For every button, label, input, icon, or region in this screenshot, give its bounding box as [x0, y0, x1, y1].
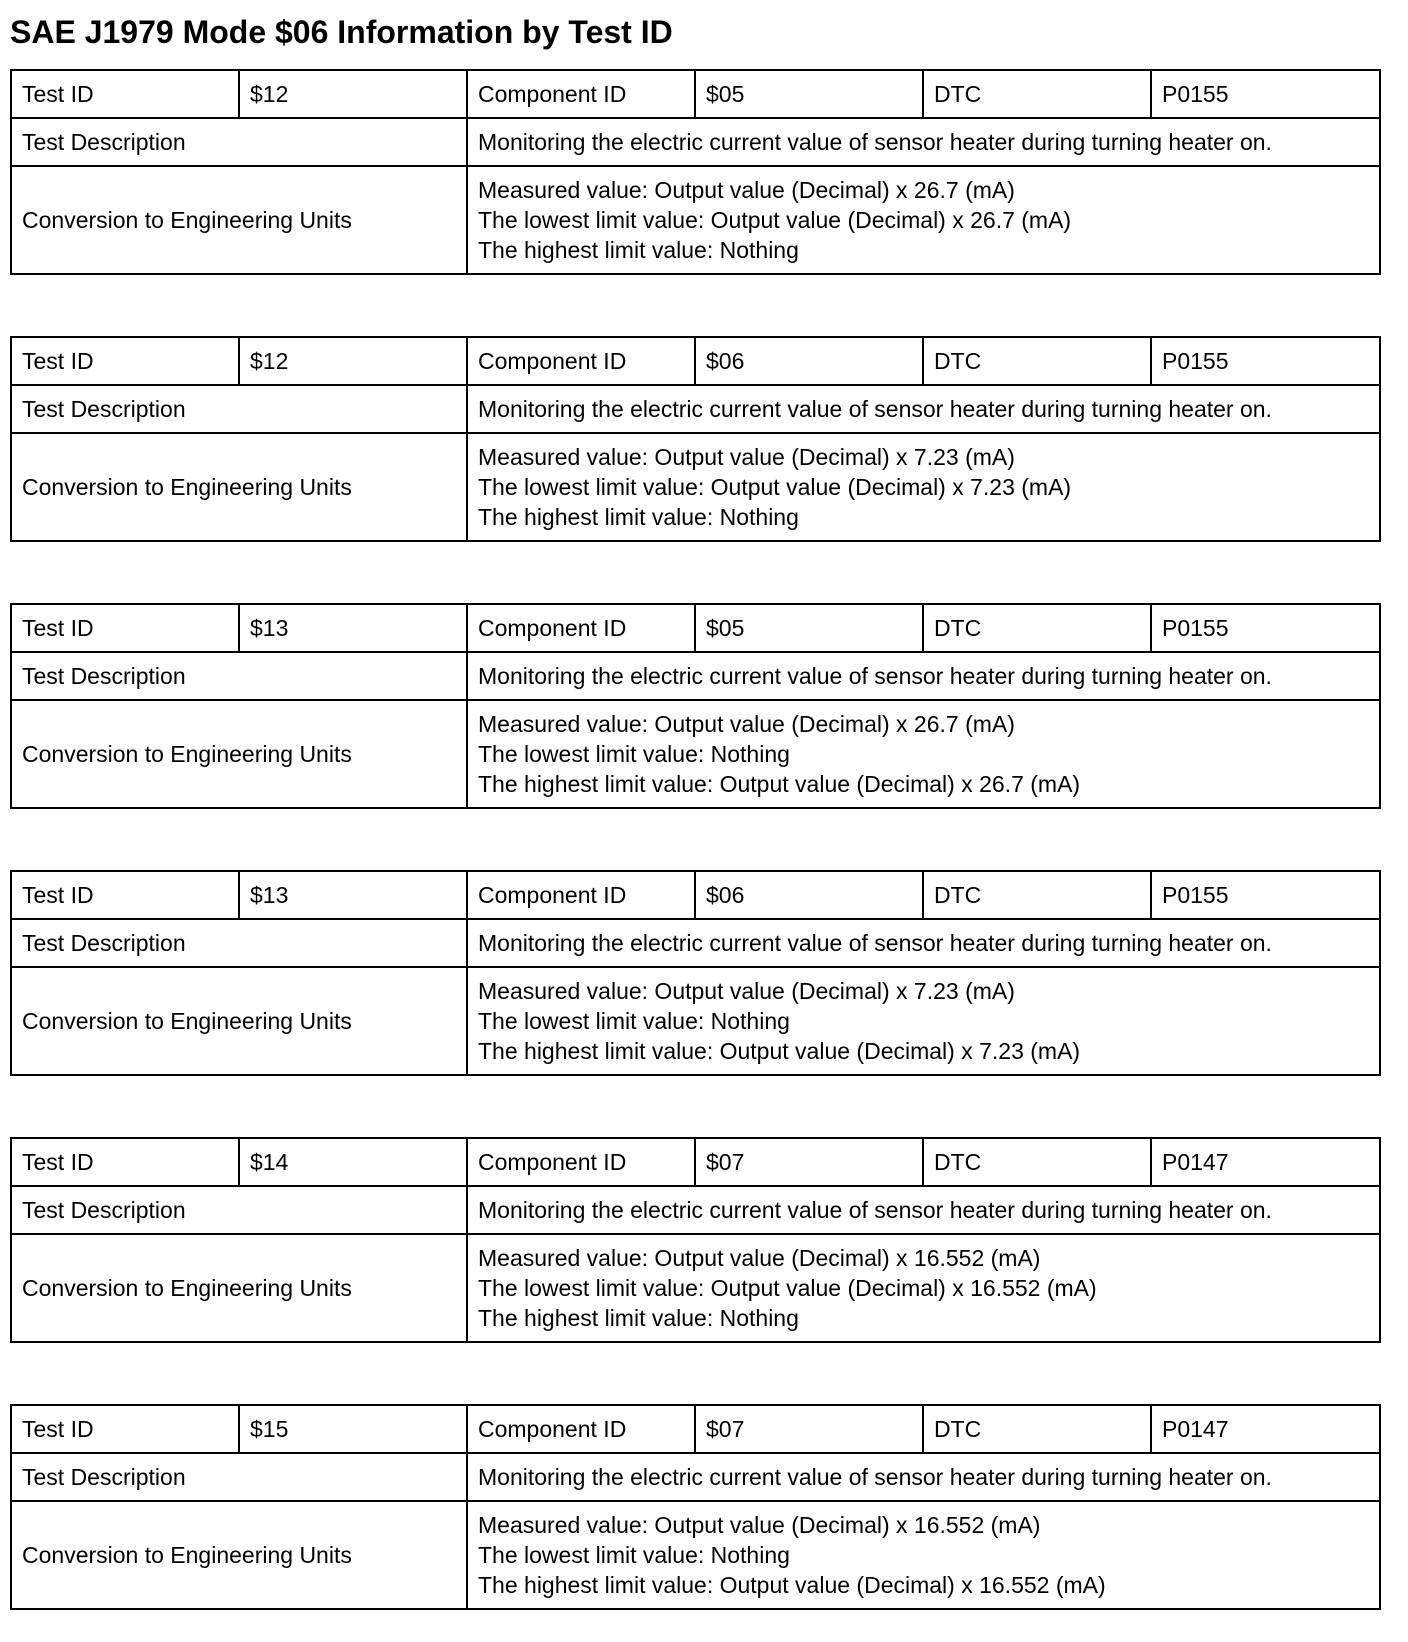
test-description-value: Monitoring the electric current value of sensor heater during turning heater on. [467, 1186, 1380, 1234]
dtc-label: DTC [923, 70, 1151, 118]
highest-limit-line: The highest limit value: Output value (Decimal) x 16.552 (mA) [478, 1572, 1106, 1598]
conversion-label: Conversion to Engineering Units [11, 1501, 467, 1609]
dtc-label: DTC [923, 1138, 1151, 1186]
dtc-label: DTC [923, 1405, 1151, 1453]
test-description-value: Monitoring the electric current value of sensor heater during turning heater on. [467, 385, 1380, 433]
component-id-value: $06 [695, 871, 923, 919]
lowest-limit-line: The lowest limit value: Output value (Decimal) x 16.552 (mA) [478, 1275, 1097, 1301]
highest-limit-line: The highest limit value: Output value (Decimal) x 7.23 (mA) [478, 1038, 1081, 1064]
page-title: SAE J1979 Mode $06 Information by Test ID [10, 14, 673, 50]
test-description-value: Monitoring the electric current value of sensor heater during turning heater on. [467, 652, 1380, 700]
highest-limit-line: The highest limit value: Nothing [478, 237, 799, 263]
test-id-value: $13 [239, 604, 467, 652]
test-description-value: Monitoring the electric current value of sensor heater during turning heater on. [467, 1453, 1380, 1501]
conversion-value [467, 700, 1380, 808]
conversion-label: Conversion to Engineering Units [11, 166, 467, 274]
component-id-value: $05 [695, 70, 923, 118]
measured-value-line: Measured value: Output value (Decimal) x 7.23 (mA) [478, 444, 1015, 470]
conversion-value [467, 1234, 1380, 1342]
test-id-value: $13 [239, 871, 467, 919]
component-id-label: Component ID [467, 70, 695, 118]
lowest-limit-line: The lowest limit value: Output value (Decimal) x 26.7 (mA) [478, 207, 1072, 233]
dtc-value: P0155 [1151, 70, 1380, 118]
measured-value-line: Measured value: Output value (Decimal) x 26.7 (mA) [478, 177, 1015, 203]
highest-limit-line: The highest limit value: Nothing [478, 504, 799, 530]
component-id-label: Component ID [467, 1138, 695, 1186]
component-id-label: Component ID [467, 1405, 695, 1453]
test-block [10, 870, 1381, 1076]
lowest-limit-line: The lowest limit value: Nothing [478, 1008, 790, 1034]
highest-limit-line: The highest limit value: Nothing [478, 1305, 799, 1331]
dtc-label: DTC [923, 337, 1151, 385]
component-id-label: Component ID [467, 871, 695, 919]
test-id-label: Test ID [11, 70, 239, 118]
conversion-value [467, 967, 1380, 1075]
dtc-label: DTC [923, 604, 1151, 652]
measured-value-line: Measured value: Output value (Decimal) x 26.7 (mA) [478, 711, 1015, 737]
conversion-label: Conversion to Engineering Units [11, 967, 467, 1075]
dtc-value: P0155 [1151, 337, 1380, 385]
test-block [10, 336, 1381, 542]
test-id-value: $12 [239, 70, 467, 118]
conversion-label: Conversion to Engineering Units [11, 433, 467, 541]
test-description-label: Test Description [11, 919, 467, 967]
test-description-label: Test Description [11, 118, 467, 166]
component-id-value: $07 [695, 1138, 923, 1186]
conversion-label: Conversion to Engineering Units [11, 1234, 467, 1342]
highest-limit-line: The highest limit value: Output value (Decimal) x 26.7 (mA) [478, 771, 1081, 797]
dtc-label: DTC [923, 871, 1151, 919]
test-id-label: Test ID [11, 337, 239, 385]
dtc-value: P0155 [1151, 871, 1380, 919]
component-id-value: $05 [695, 604, 923, 652]
component-id-label: Component ID [467, 604, 695, 652]
component-id-value: $07 [695, 1405, 923, 1453]
test-description-label: Test Description [11, 1453, 467, 1501]
conversion-label: Conversion to Engineering Units [11, 700, 467, 808]
lowest-limit-line: The lowest limit value: Nothing [478, 1542, 790, 1568]
test-id-value: $15 [239, 1405, 467, 1453]
test-id-label: Test ID [11, 871, 239, 919]
conversion-value [467, 1501, 1380, 1609]
component-id-value: $06 [695, 337, 923, 385]
measured-value-line: Measured value: Output value (Decimal) x 16.552 (mA) [478, 1512, 1041, 1538]
test-id-value: $14 [239, 1138, 467, 1186]
test-id-label: Test ID [11, 1138, 239, 1186]
test-description-value: Monitoring the electric current value of sensor heater during turning heater on. [467, 919, 1380, 967]
test-id-label: Test ID [11, 1405, 239, 1453]
dtc-value: P0147 [1151, 1138, 1380, 1186]
test-description-label: Test Description [11, 1186, 467, 1234]
dtc-value: P0155 [1151, 604, 1380, 652]
conversion-value [467, 433, 1380, 541]
measured-value-line: Measured value: Output value (Decimal) x 16.552 (mA) [478, 1245, 1041, 1271]
test-description-label: Test Description [11, 385, 467, 433]
measured-value-line: Measured value: Output value (Decimal) x 7.23 (mA) [478, 978, 1015, 1004]
component-id-label: Component ID [467, 337, 695, 385]
lowest-limit-line: The lowest limit value: Nothing [478, 741, 790, 767]
test-block [10, 603, 1381, 809]
lowest-limit-line: The lowest limit value: Output value (Decimal) x 7.23 (mA) [478, 474, 1072, 500]
test-block [10, 1137, 1381, 1343]
test-block [10, 69, 1381, 275]
test-description-label: Test Description [11, 652, 467, 700]
test-block [10, 1404, 1381, 1610]
test-description-value: Monitoring the electric current value of sensor heater during turning heater on. [467, 118, 1380, 166]
test-id-value: $12 [239, 337, 467, 385]
test-id-label: Test ID [11, 604, 239, 652]
conversion-value [467, 166, 1380, 274]
dtc-value: P0147 [1151, 1405, 1380, 1453]
